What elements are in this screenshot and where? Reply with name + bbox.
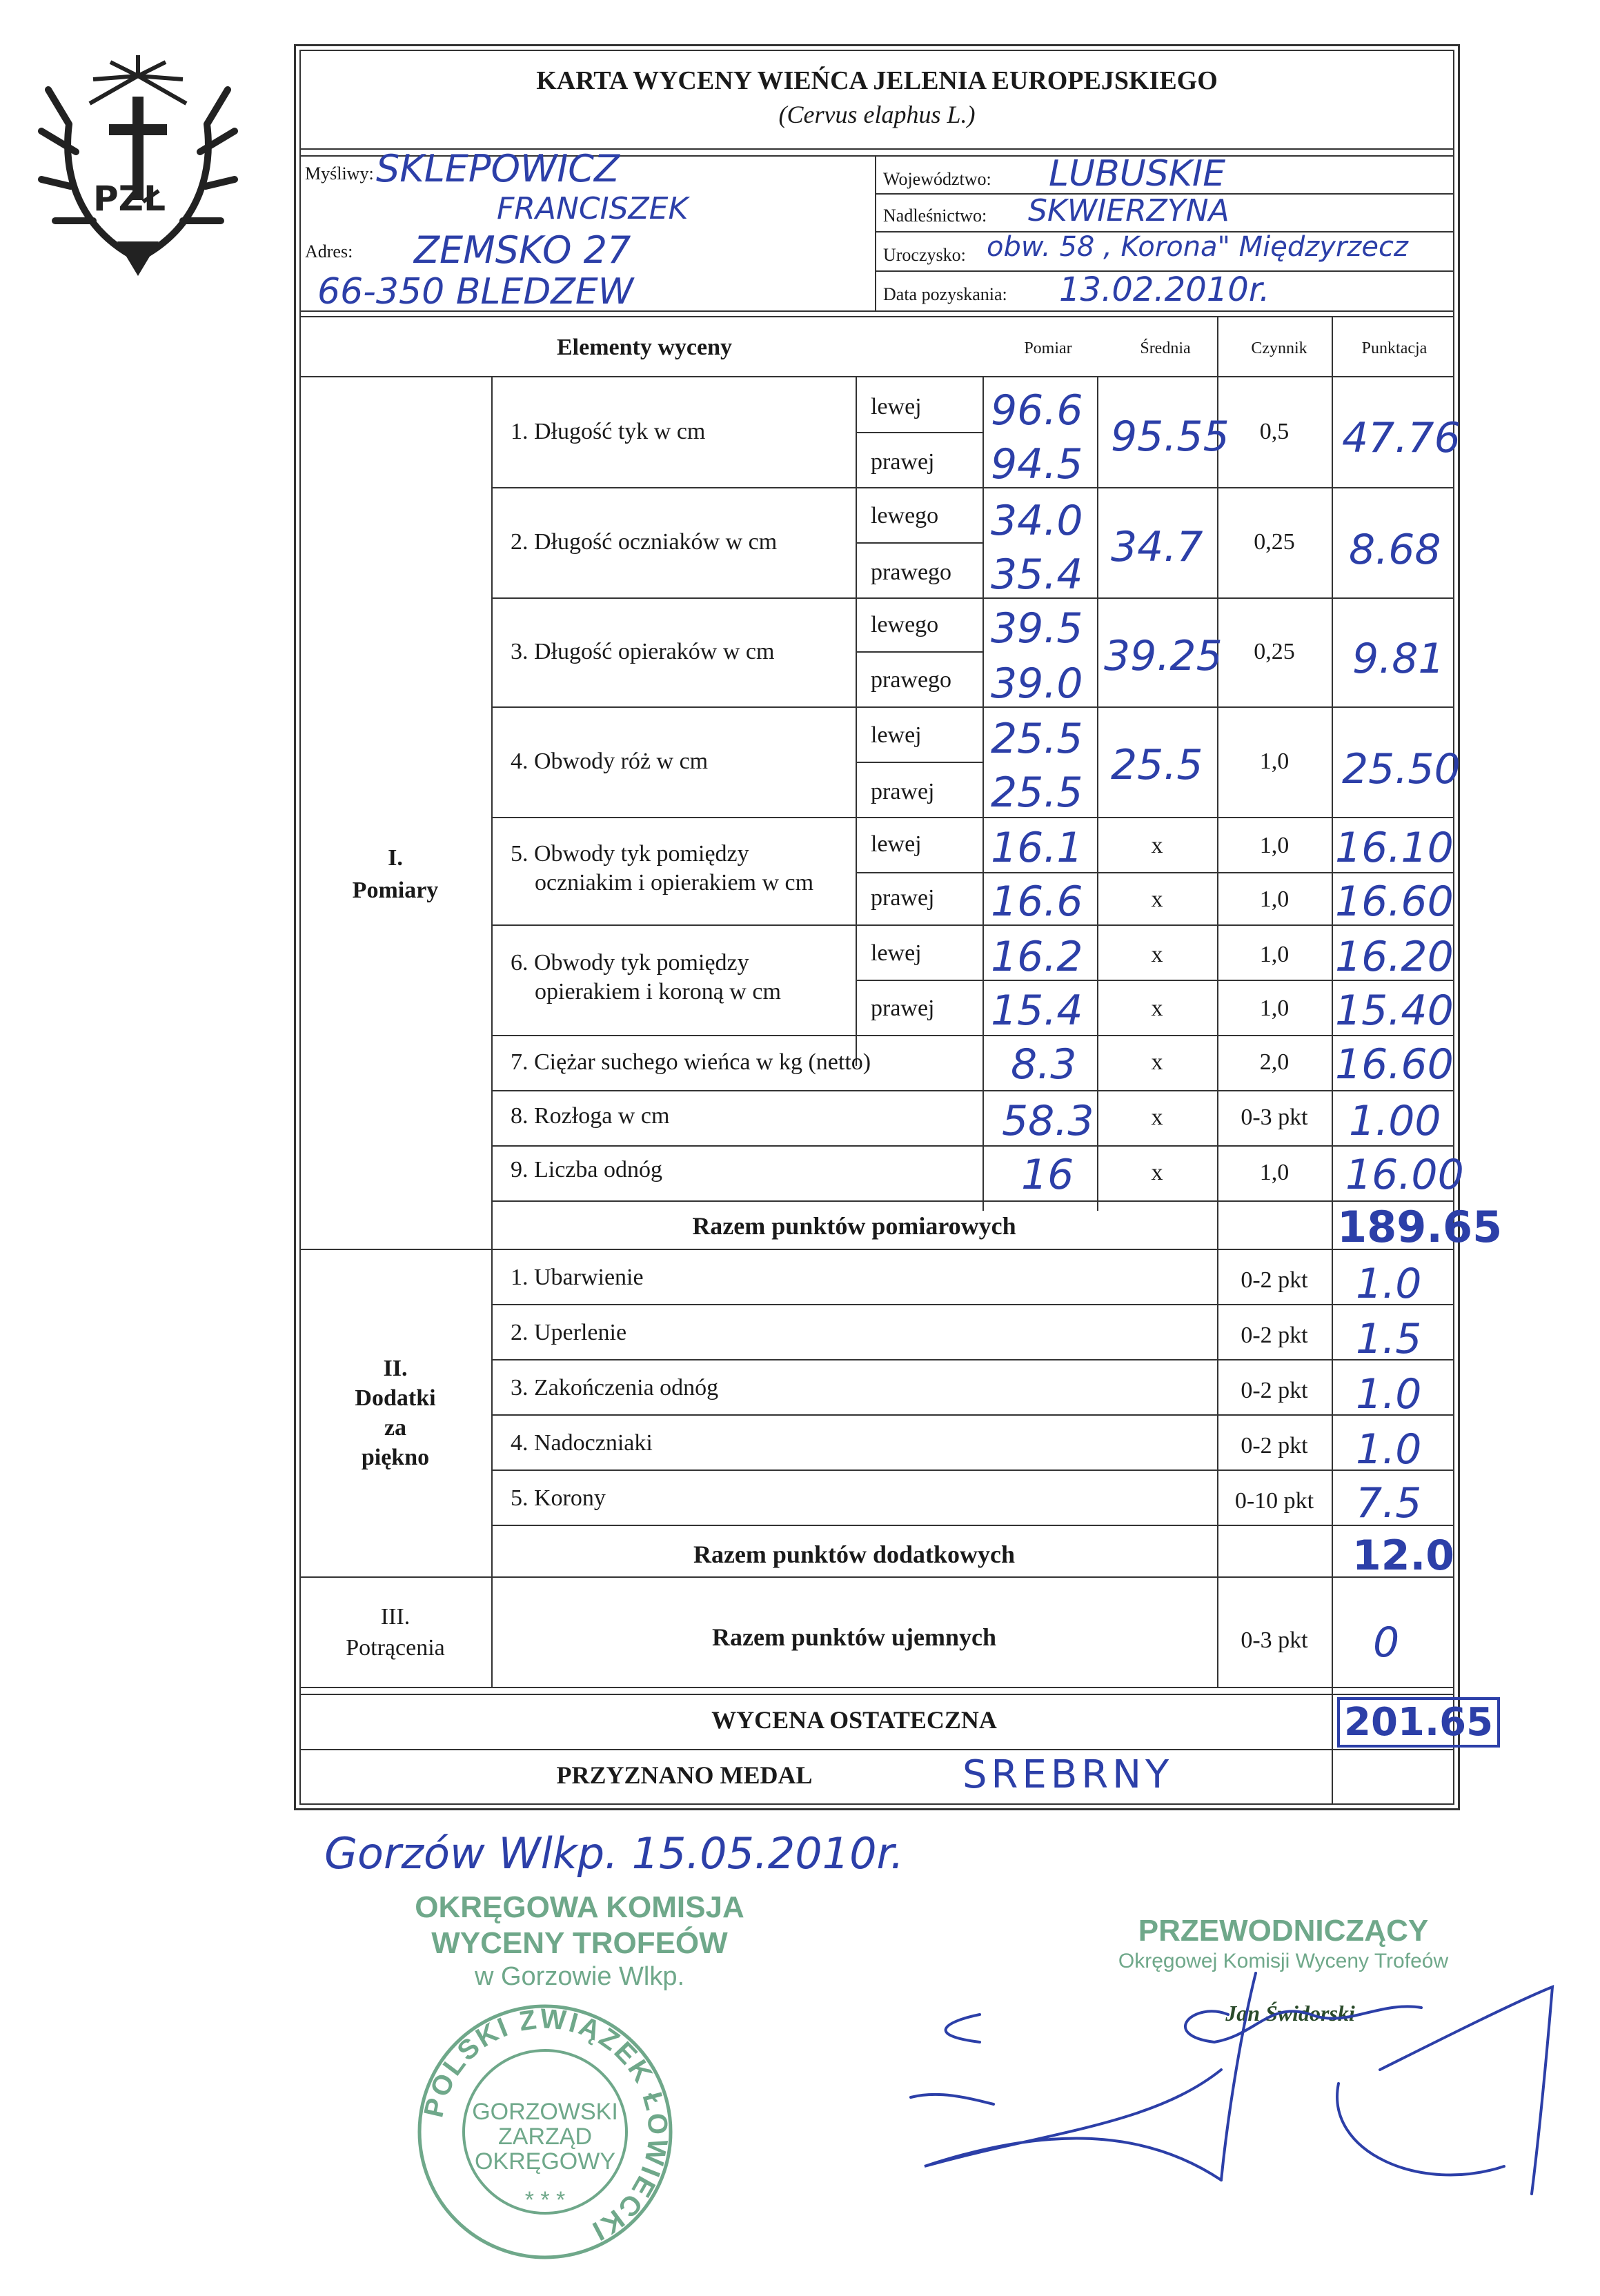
address-street: ZEMSKO 27 [414, 228, 631, 272]
chairman-name: Jan Świdorski [1225, 2001, 1355, 2026]
single-name: 9. Liczba odnóg [511, 1157, 662, 1182]
factor-value: 1,0 [1259, 942, 1290, 967]
factor-value: 0-2 pkt [1241, 1433, 1308, 1458]
measure-right-value: 15.4 [991, 987, 1083, 1035]
score-value: 1.0 [1356, 1370, 1422, 1418]
average-x: x [1151, 942, 1163, 967]
svg-text:GORZOWSKI: GORZOWSKI [472, 2099, 618, 2125]
card-subtitle: (Cervus elaphus L.) [778, 101, 976, 128]
col-elements: Elementy wyceny [556, 335, 732, 360]
girth-name-b: opierakiem i koroną w cm [535, 979, 781, 1004]
section-2-name-1: Dodatki [355, 1385, 436, 1411]
side-left: lewego [871, 612, 939, 637]
section-1-number: I. [388, 845, 403, 871]
pzl-emblem-icon [28, 48, 248, 276]
average-x: x [1151, 833, 1163, 858]
section-2-number: II. [383, 1356, 408, 1381]
average-x: x [1151, 1160, 1163, 1185]
average-x: x [1151, 1049, 1163, 1075]
factor-value: 1,0 [1259, 887, 1290, 912]
deductions-value: 0 [1373, 1619, 1400, 1667]
side-right: prawej [871, 779, 935, 804]
commission-stamp-line-2: WYCENY TROFEÓW [431, 1926, 728, 1960]
section-2-name-2: za [384, 1415, 407, 1441]
forestry-label: Nadleśnictwo: [883, 206, 987, 226]
measure-right-value: 16.6 [991, 878, 1083, 926]
score-value: 16.60 [1335, 1040, 1454, 1089]
svg-text:ZARZĄD: ZARZĄD [498, 2124, 592, 2150]
address-label: Adres: [305, 241, 353, 261]
signature-scribble [897, 1959, 1573, 2208]
factor-value: 0-2 pkt [1241, 1378, 1308, 1403]
final-value: 201.65 [1337, 1697, 1500, 1748]
factor-value: 0-2 pkt [1241, 1267, 1308, 1293]
score-value: 16.20 [1335, 933, 1454, 981]
round-stamp-icon [414, 2001, 676, 2263]
medal-label: PRZYZNANO MEDAL [556, 1761, 813, 1789]
average-value: 39.25 [1104, 632, 1223, 680]
measure-value: 8.3 [1011, 1040, 1077, 1089]
score-value: 1.5 [1356, 1315, 1422, 1363]
side-right: prawej [871, 996, 935, 1021]
measure-left-value: 16.1 [991, 824, 1083, 872]
score-value: 1.00 [1349, 1097, 1441, 1145]
chairman-title: PRZEWODNICZĄCY [1138, 1914, 1429, 1948]
score-value: 15.40 [1335, 987, 1454, 1035]
measure-right-value: 35.4 [991, 551, 1083, 599]
score-value: 16.60 [1335, 878, 1454, 926]
score-value: 16.10 [1335, 824, 1454, 872]
deductions-label: Razem punktów ujemnych [711, 1623, 996, 1651]
chairman-subtitle: Okręgowej Komisji Wyceny Trofeów [1118, 1950, 1449, 1972]
score-value: 7.5 [1356, 1479, 1422, 1527]
col-average: Średnia [1140, 339, 1191, 357]
svg-text:OKRĘGOWY: OKRĘGOWY [474, 2148, 616, 2175]
voivodeship-value: LUBUSKIE [1049, 153, 1226, 195]
section-3-name: Potrącenia [346, 1635, 445, 1661]
deductions-factor: 0-3 pkt [1241, 1627, 1308, 1653]
girth-name-b: oczniakim i opierakiem w cm [535, 870, 814, 895]
side-right: prawego [871, 667, 952, 693]
commission-stamp-line-3: w Gorzowie Wlkp. [474, 1962, 685, 1991]
factor-value: 0-10 pkt [1234, 1488, 1314, 1514]
beauty-name: 3. Zakończenia odnóg [511, 1375, 719, 1401]
score-value: 25.50 [1342, 745, 1461, 793]
total-beauty-value: 12.0 [1352, 1532, 1455, 1580]
side-left: lewej [871, 722, 922, 748]
girth-name-a: 5. Obwody tyk pomiędzy [511, 841, 749, 867]
measure-right-value: 39.0 [991, 660, 1083, 708]
forestry-value: SKWIERZYNA [1028, 193, 1229, 228]
factor-value: 0-2 pkt [1241, 1323, 1308, 1348]
side-left: lewego [871, 503, 939, 528]
round-stamp [414, 2001, 676, 2263]
factor-value: 1,0 [1259, 996, 1290, 1021]
pzl-logo [28, 48, 248, 276]
measure-right-value: 25.5 [991, 769, 1083, 817]
beauty-name: 1. Ubarwienie [511, 1265, 644, 1290]
factor-value: 0,5 [1259, 419, 1290, 444]
side-left: lewej [871, 831, 922, 857]
measure-left-value: 39.5 [991, 604, 1083, 653]
factor-value: 2,0 [1259, 1049, 1290, 1075]
col-factor: Czynnik [1251, 339, 1307, 357]
average-x: x [1151, 887, 1163, 912]
total-beauty-label: Razem punktów dodatkowych [693, 1541, 1016, 1568]
average-value: 95.55 [1111, 413, 1229, 461]
factor-value: 1,0 [1259, 1160, 1290, 1185]
side-right: prawego [871, 560, 952, 585]
hunter-firstname: FRANCISZEK [497, 191, 689, 226]
side-left: lewej [871, 394, 922, 419]
hunter-label: Myśliwy: [305, 164, 374, 184]
tract-label: Uroczysko: [883, 245, 966, 265]
measure-name: 3. Długość opieraków w cm [511, 639, 775, 664]
measure-left-value: 25.5 [991, 715, 1083, 763]
svg-text:* * *: * * * [524, 2187, 566, 2213]
measure-name: 1. Długość tyk w cm [511, 419, 706, 444]
score-value: 8.68 [1349, 526, 1441, 574]
measure-name: 2. Długość oczniaków w cm [511, 529, 778, 555]
section-3-number: III. [380, 1604, 411, 1630]
card-title: KARTA WYCENY WIEŃCA JELENIA EUROPEJSKIEGO [536, 66, 1218, 95]
side-right: prawej [871, 449, 935, 475]
beauty-name: 4. Nadoczniaki [511, 1430, 653, 1456]
tract-value: obw. 58 , Korona" Międzyrzecz [987, 231, 1408, 263]
measure-name: 4. Obwody róż w cm [511, 749, 709, 774]
measure-value: 16 [1021, 1151, 1074, 1199]
factor-value: 0-3 pkt [1241, 1105, 1308, 1130]
beauty-name: 2. Uperlenie [511, 1320, 627, 1345]
average-x: x [1151, 1105, 1163, 1130]
svg-text:PZŁ: PZŁ [93, 179, 166, 219]
commission-stamp-line-1: OKRĘGOWA KOMISJA [415, 1890, 744, 1924]
medal-value: SREBRNY [962, 1752, 1174, 1797]
date-label: Data pozyskania: [883, 284, 1007, 304]
average-value: 25.5 [1111, 741, 1203, 789]
beauty-name: 5. Korony [511, 1485, 606, 1511]
total-measure-value: 189.65 [1337, 1202, 1503, 1252]
measure-left-value: 34.0 [991, 497, 1083, 545]
measure-value: 58.3 [1002, 1097, 1094, 1145]
voivodeship-label: Województwo: [883, 169, 991, 189]
place-date: Gorzów Wlkp. 15.05.2010r. [324, 1828, 905, 1879]
total-measure-label: Razem punktów pomiarowych [692, 1212, 1016, 1240]
measure-right-value: 94.5 [991, 440, 1083, 488]
svg-text:POLSKI ZWIĄZEK ŁOWIECKI: POLSKI ZWIĄZEK ŁOWIECKI [418, 2003, 673, 2248]
single-name: 7. Ciężar suchego wieńca w kg (netto) [511, 1049, 871, 1075]
factor-value: 1,0 [1259, 833, 1290, 858]
score-value: 9.81 [1352, 635, 1445, 683]
address-city: 66-350 BLEDZEW [317, 271, 634, 313]
average-x: x [1151, 996, 1163, 1021]
side-left: lewej [871, 940, 922, 966]
col-measure: Pomiar [1024, 339, 1072, 357]
factor-value: 0,25 [1254, 529, 1295, 555]
side-right: prawej [871, 885, 935, 911]
final-label: WYCENA OSTATECZNA [711, 1706, 997, 1734]
score-value: 47.76 [1342, 414, 1461, 462]
score-value: 1.0 [1356, 1425, 1422, 1474]
factor-value: 0,25 [1254, 639, 1295, 664]
date-value: 13.02.2010r. [1059, 270, 1270, 309]
factor-value: 1,0 [1259, 749, 1290, 774]
section-2-name-3: piękno [361, 1445, 430, 1470]
girth-name-a: 6. Obwody tyk pomiędzy [511, 950, 749, 976]
hunter-surname: SKLEPOWICZ [376, 147, 620, 190]
single-name: 8. Rozłoga w cm [511, 1103, 670, 1129]
measure-left-value: 96.6 [991, 386, 1083, 435]
measure-left-value: 16.2 [991, 933, 1083, 981]
average-value: 34.7 [1111, 523, 1203, 571]
score-value: 1.0 [1356, 1260, 1422, 1308]
section-1-name: Pomiary [352, 878, 439, 903]
score-value: 16.00 [1345, 1151, 1464, 1199]
col-score: Punktacja [1361, 339, 1428, 357]
